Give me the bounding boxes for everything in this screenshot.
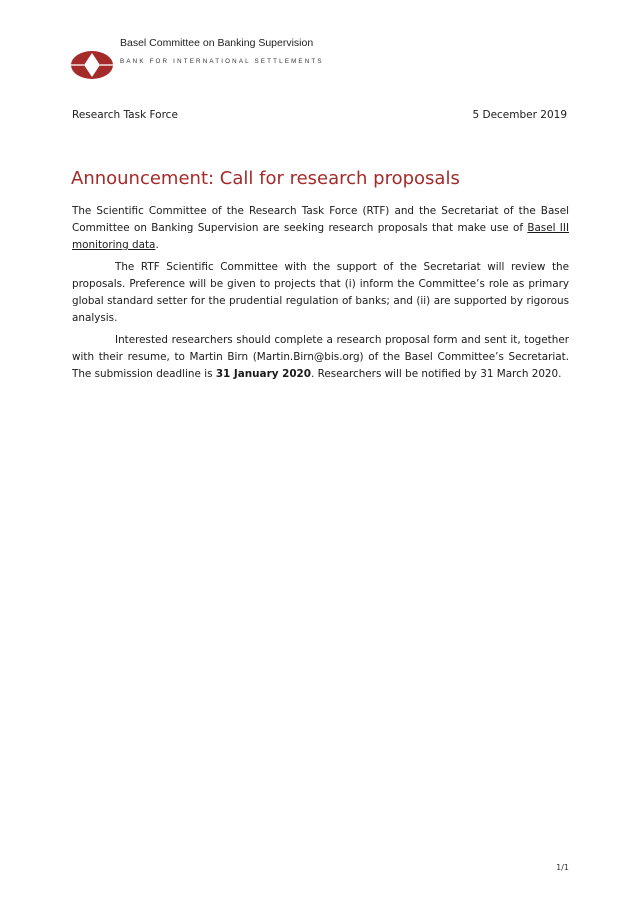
document-date: 5 December 2019	[472, 109, 567, 121]
basel-iii-monitoring-data-link[interactable]: Basel III monitoring data	[72, 222, 570, 251]
paragraph-submission-text: Interested researchers should complete a research proposal form and sent it, together with their resume, to Martin Birn (Martin.Birn@bis.org) of the Basel Committee’s Secretariat. The submission deadline is	[72, 334, 569, 380]
submission-deadline: 31 January 2020	[215, 368, 312, 380]
bis-logo-icon	[70, 50, 114, 80]
paragraph-review: The RTF Scientific Committee with the support of the Secretariat will review the proposals. Preference will be given to projects that (i) inform the Committee’s role as primary global standard setter for the prudential regulation of banks; and (ii) are supported by rigorous analysis.	[72, 261, 569, 324]
paragraph-intro	[72, 203, 569, 254]
document-body	[72, 203, 569, 388]
org-subtitle: BANK FOR INTERNATIONAL SETTLEMENTS	[120, 58, 324, 65]
org-name: Basel Committee on Banking Supervision	[120, 37, 314, 49]
page-number: 1/1	[556, 863, 569, 872]
paragraph-submission	[72, 332, 569, 383]
paragraph-intro-text: The Scientific Committee of the Research Task Force (RTF) and the Secretariat of the Basel Committee on Banking Supervision are seeking research proposals that make use of	[72, 205, 569, 234]
department-label: Research Task Force	[72, 109, 178, 121]
paragraph-submission-end: . Researchers will be notified by 31 March 2020.	[311, 368, 562, 380]
paragraph-intro-end: .	[155, 239, 159, 251]
page-title: Announcement: Call for research proposals	[71, 168, 460, 189]
